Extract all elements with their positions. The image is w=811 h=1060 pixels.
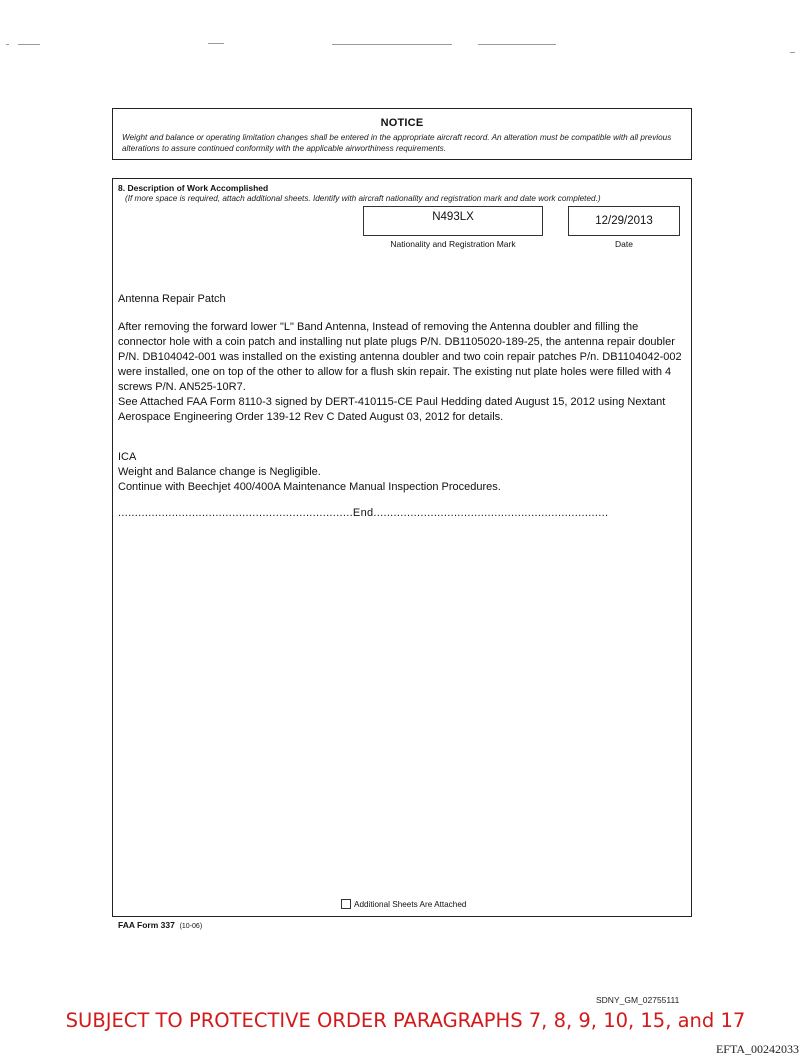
bates-number: SDNY_GM_02755111 xyxy=(596,995,680,1005)
scan-speck xyxy=(6,44,9,45)
end-marker: ......................................................................End...................................................................... xyxy=(118,507,609,519)
protective-order-stamp: SUBJECT TO PROTECTIVE ORDER PARAGRAPHS 7, 8, 9, 10, 15, and 17 xyxy=(65,1009,746,1032)
section-instructions: (If more space is required, attach additional sheets. Identify with aircraft nationality and registration mark and date work completed.) xyxy=(125,194,601,203)
form-identifier xyxy=(118,920,202,930)
notice-text: Weight and balance or operating limitation changes shall be entered in the appropriate aircraft record. An alteration must be compatible with all previous alterations to assure continued conformity with the applicable airworthiness requirements. xyxy=(122,133,672,153)
work-paragraph-2: See Attached FAA Form 8110-3 signed by DERT-410115-CE Paul Hedding dated August 15, 2012 using Nextant Aerospace Engineering Order 139-12 Rev C Dated August 03, 2012 for details. xyxy=(118,396,666,423)
registration-mark-label: Nationality and Registration Mark xyxy=(390,239,516,249)
date-label: Date xyxy=(615,239,633,249)
form-number: FAA Form 337 xyxy=(118,920,175,930)
additional-sheets-checkbox[interactable] xyxy=(341,899,351,909)
scan-speck xyxy=(790,52,795,53)
scan-speck xyxy=(332,44,452,45)
scan-speck xyxy=(208,43,224,44)
work-heading: Antenna Repair Patch xyxy=(118,293,226,305)
section-title: 8. Description of Work Accomplished xyxy=(118,183,269,193)
date-field: 12/29/2013 xyxy=(568,206,680,236)
description-of-work-box xyxy=(112,178,692,917)
additional-sheets-label: Additional Sheets Are Attached xyxy=(354,899,467,909)
work-paragraph-1: After removing the forward lower "L" Band Antenna, Instead of removing the Antenna doubler and filling the connector hole with a coin patch and installing nut plate plugs P/N. DB1105020-189-25, the antenna repair doubler P/N. DB104042-001 was installed on the existing antenna doubler and two coin repair patches P/n. DB1104042-002 were installed, one on top of the other to allow for a flush skin repair. The existing nut plate holes were filled with 4 screws P/N. AN525-10R7. xyxy=(118,321,682,393)
efta-identifier: EFTA_00242033 xyxy=(715,1042,799,1056)
notice-box xyxy=(112,108,692,160)
ica-line-1: Weight and Balance change is Negligible. xyxy=(118,466,321,478)
registration-mark-field: N493LX xyxy=(363,206,543,236)
scan-speck xyxy=(478,44,556,45)
ica-label: ICA xyxy=(118,451,137,463)
ica-line-2: Continue with Beechjet 400/400A Maintenance Manual Inspection Procedures. xyxy=(118,481,501,493)
scan-speck xyxy=(18,44,40,45)
additional-sheets-row xyxy=(341,899,466,909)
form-revision: (10-06) xyxy=(179,923,203,930)
notice-title: NOTICE xyxy=(380,117,424,129)
